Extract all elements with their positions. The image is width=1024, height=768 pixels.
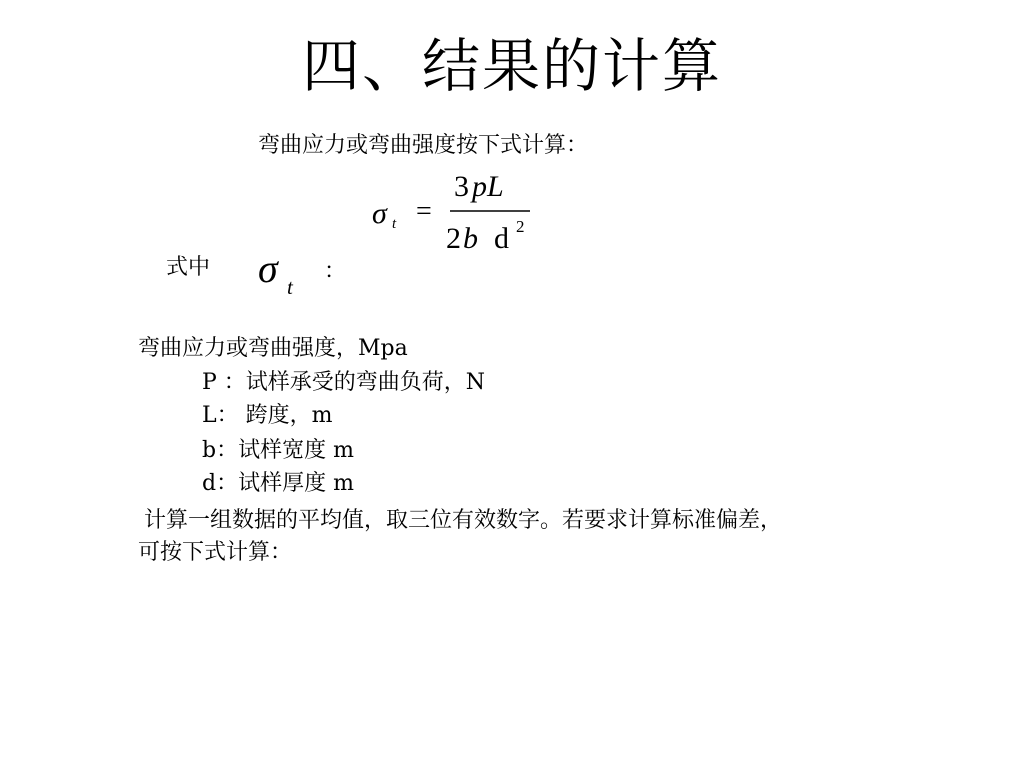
formula-numerator-coef: 3 [454,170,469,203]
formula-sigma-subscript: t [392,216,397,232]
where-sigma-symbol [258,250,308,302]
intro-text: 弯曲应力或弯曲强度按下式计算： [258,133,589,158]
formula-denominator-exponent: 2 [516,217,525,236]
definition-d: d：试样厚度 m [202,471,354,496]
where-sigma-subscript: t [287,275,293,299]
formula-sigma: σ [372,197,387,230]
definition-b: b：试样宽度 m [202,438,354,463]
paragraph-line-1: 计算一组数据的平均值，取三位有效数字。若要求计算标准偏差， [144,508,783,533]
formula-denominator-d: d [494,222,509,255]
formula-denominator-var: b [463,222,478,255]
where-label: 式中 [166,255,211,280]
slide-title: 四、结果的计算 [301,32,722,100]
where-sigma: σ [258,250,278,291]
formula-denominator-coef: 2 [446,222,461,255]
definition-sigma: 弯曲应力或弯曲强度，Mpa [138,336,408,361]
definition-p: P ：试样承受的弯曲负荷，N [202,370,486,395]
definition-l: L： 跨度，m [202,403,333,428]
paragraph-line-2: 可按下式计算： [138,540,293,565]
bending-stress-formula [366,168,546,258]
where-colon: ： [324,259,347,284]
formula-equals: = [416,196,432,227]
formula-numerator-vars: pL [472,170,504,203]
